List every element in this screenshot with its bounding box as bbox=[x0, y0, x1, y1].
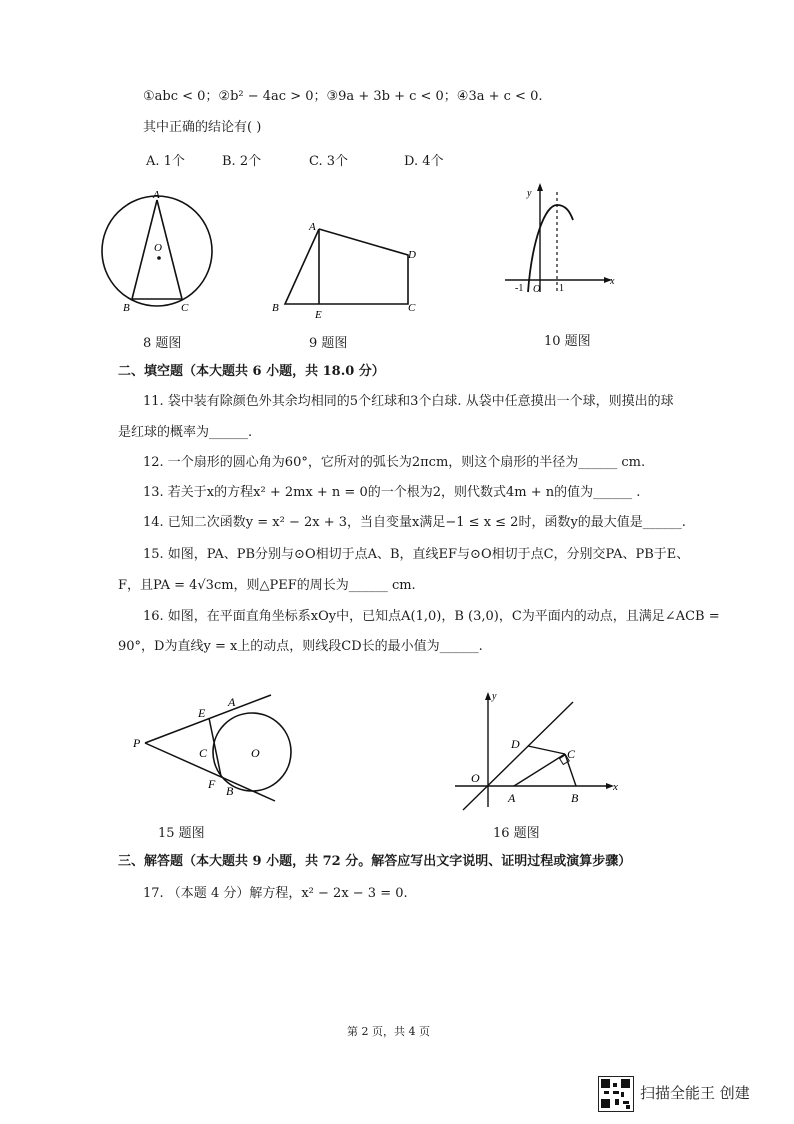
question-16-line2: 90°，D为直线y = x上的动点，则线段CD长的最小值为______. bbox=[118, 639, 483, 654]
fig16-label-d: D bbox=[511, 737, 520, 751]
choice-c: C. 3个 bbox=[309, 154, 349, 169]
fig16-label-c: C bbox=[567, 747, 576, 761]
question-10-conditions: ①abc < 0；②b² − 4ac > 0；③9a + 3b + c < 0；④3a + c < 0. bbox=[143, 89, 543, 104]
question-14: 14. 已知二次函数y = x² − 2x + 3，当自变量x满足−1 ≤ x ≤ 2时，函数y的最大值是______. bbox=[143, 515, 686, 530]
question-12: 12. 一个扇形的圆心角为60°，它所对的弧长为2πcm，则这个扇形的半径为______ cm. bbox=[143, 455, 646, 470]
fig8-caption: 8 题图 bbox=[143, 336, 182, 351]
fig16-line-y-equals-x bbox=[463, 702, 573, 810]
fig15-label-a: A bbox=[228, 695, 236, 709]
fig16-y-arrow bbox=[485, 692, 491, 700]
question-15-line1: 15. 如图，PA、PB分别与⊙O相切于点A、B，直线EF与⊙O相切于点C，分别交PA、PB于E、 bbox=[143, 547, 690, 562]
fig15-tangent-ef bbox=[209, 718, 221, 776]
fig9-quadrilateral bbox=[285, 229, 408, 304]
section-2-heading: 二、填空题（本大题共 6 小题，共 18.0 分） bbox=[118, 364, 385, 379]
choice-b: B. 2个 bbox=[222, 154, 262, 169]
fig15-label-b: B bbox=[226, 784, 234, 798]
fig15-label-f: F bbox=[208, 777, 216, 791]
fig16-label-x: x bbox=[613, 781, 618, 793]
fig16-label-b: B bbox=[571, 791, 579, 805]
fig15-caption: 15 题图 bbox=[158, 826, 205, 841]
choice-a: A. 1个 bbox=[146, 154, 185, 169]
page-number: 第 2 页，共 4 页 bbox=[347, 1025, 430, 1038]
fig16-label-o: O bbox=[471, 771, 480, 785]
fig9-label-b: B bbox=[272, 302, 279, 314]
question-11-line1: 11. 袋中装有除颜色外其余均相同的5个红球和3个白球. 从袋中任意摸出一个球，则摸出的球 bbox=[143, 394, 674, 409]
question-10-prompt: 其中正确的结论有( ) bbox=[143, 120, 262, 135]
fig15-label-e: E bbox=[198, 706, 206, 720]
fig15-label-p: P bbox=[133, 736, 141, 750]
fig8-label-o: O bbox=[154, 242, 162, 254]
fig10-label-y: y bbox=[527, 188, 532, 199]
fig9-label-a: A bbox=[309, 221, 316, 233]
fig9-label-e: E bbox=[315, 309, 322, 321]
fig8-center-dot bbox=[157, 256, 161, 260]
fig15-tangent-pa bbox=[145, 695, 271, 743]
qr-code-icon bbox=[598, 1076, 634, 1112]
scanner-watermark: 扫描全能王 创建 bbox=[640, 1084, 750, 1102]
fig9-caption: 9 题图 bbox=[309, 336, 348, 351]
question-16-line1: 16. 如图，在平面直角坐标系xOy中，已知点A(1,0)，B (3,0)，C为平面内的动点，且满足∠ACB = bbox=[143, 609, 720, 624]
fig15-label-o: O bbox=[251, 746, 260, 760]
fig10-label-neg1: -1 bbox=[515, 283, 524, 294]
figure-10 bbox=[500, 180, 620, 300]
fig8-label-b: B bbox=[123, 302, 130, 314]
fig10-label-o: O bbox=[533, 284, 541, 295]
fig10-label-x: x bbox=[610, 276, 615, 287]
fig9-label-c: C bbox=[408, 302, 416, 314]
question-15-line2: F，且PA = 4√3cm，则△PEF的周长为______ cm. bbox=[118, 578, 416, 593]
fig16-caption: 16 题图 bbox=[493, 826, 540, 841]
fig16-segment-ac bbox=[514, 754, 565, 786]
fig10-caption: 10 题图 bbox=[544, 334, 591, 349]
figure-16 bbox=[445, 682, 630, 812]
fig16-segment-cd bbox=[528, 746, 565, 754]
question-17: 17. （本题 4 分）解方程，x² − 2x − 3 = 0. bbox=[143, 886, 408, 901]
fig10-y-arrow bbox=[537, 183, 543, 191]
figure-9 bbox=[266, 214, 426, 324]
fig16-label-a: A bbox=[508, 791, 516, 805]
figure-15 bbox=[125, 688, 295, 806]
fig8-label-a: A bbox=[153, 189, 160, 201]
fig8-label-c: C bbox=[181, 302, 189, 314]
question-13: 13. 若关于x的方程x² + 2mx + n = 0的一个根为2，则代数式4m + n的值为______ . bbox=[143, 485, 641, 500]
fig16-label-y: y bbox=[492, 691, 497, 702]
question-11-line2: 是红球的概率为______. bbox=[118, 425, 253, 440]
section-3-heading: 三、解答题（本大题共 9 小题，共 72 分。解答应写出文字说明、证明过程或演算步骤） bbox=[118, 854, 632, 869]
choice-d: D. 4个 bbox=[404, 154, 444, 169]
fig10-parabola bbox=[528, 205, 573, 292]
fig15-label-c: C bbox=[199, 746, 208, 760]
fig10-label-one: 1 bbox=[559, 283, 564, 294]
figure-8 bbox=[95, 188, 225, 320]
fig9-label-d: D bbox=[408, 249, 416, 261]
